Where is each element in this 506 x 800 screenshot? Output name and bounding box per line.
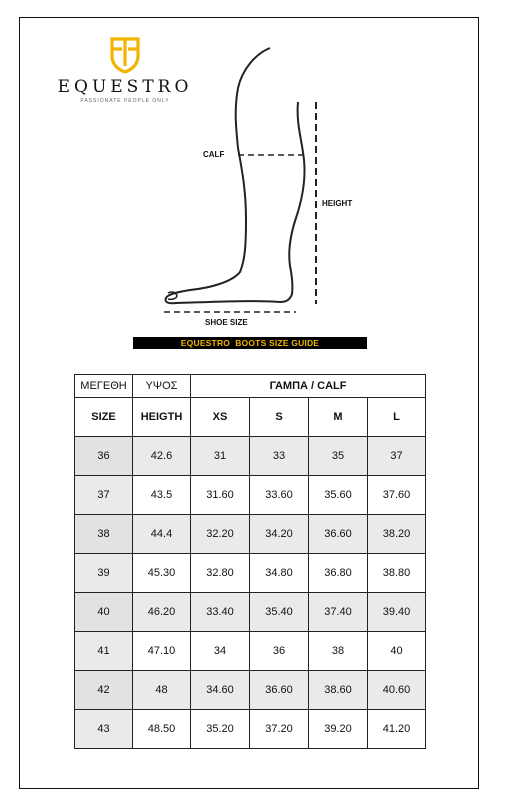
- table-cell: 37.40: [309, 593, 368, 632]
- brand-tagline: PASSIONATE PEOPLE ONLY: [80, 98, 170, 104]
- header-size-greek: ΜΕΓΕΘΗ: [75, 375, 133, 398]
- brand-name: EQUESTRO: [57, 77, 193, 97]
- table-cell: 45.30: [133, 554, 191, 593]
- leg-measurement-diagram: [150, 40, 380, 340]
- table-row: [75, 593, 426, 632]
- table-row: [75, 437, 426, 476]
- table-cell: 34: [191, 632, 250, 671]
- table-cell: 43: [75, 710, 133, 749]
- table-cell: 39: [75, 554, 133, 593]
- table-cell: 36.60: [309, 515, 368, 554]
- table-cell: 47.10: [133, 632, 191, 671]
- table-cell: 48.50: [133, 710, 191, 749]
- table-cell: 43.5: [133, 476, 191, 515]
- header-m: M: [309, 398, 368, 437]
- table-row: [75, 476, 426, 515]
- table-cell: 42.6: [133, 437, 191, 476]
- table-cell: 34.60: [191, 671, 250, 710]
- table-cell: 37.20: [250, 710, 309, 749]
- height-label: HEIGHT: [322, 199, 353, 208]
- table-cell: 36.80: [309, 554, 368, 593]
- table-cell: 38.60: [309, 671, 368, 710]
- table-cell: 33.60: [250, 476, 309, 515]
- table-cell: 42: [75, 671, 133, 710]
- table-cell: 32.80: [191, 554, 250, 593]
- table-cell: 34.80: [250, 554, 309, 593]
- table-cell: 36: [250, 632, 309, 671]
- table-cell: 41.20: [368, 710, 426, 749]
- table-row: [75, 554, 426, 593]
- shield-logo-icon: [109, 36, 141, 74]
- table-subheader-row: [75, 398, 426, 437]
- header-height-greek: ΥΨΟΣ: [133, 375, 191, 398]
- table-cell: 34.20: [250, 515, 309, 554]
- table-cell: 31.60: [191, 476, 250, 515]
- table-cell: 37: [75, 476, 133, 515]
- table-cell: 37: [368, 437, 426, 476]
- table-cell: 38: [75, 515, 133, 554]
- header-size: SIZE: [75, 398, 133, 437]
- table-cell: 48: [133, 671, 191, 710]
- table-cell: 36.60: [250, 671, 309, 710]
- shoe-size-label: SHOE SIZE: [205, 318, 248, 327]
- table-row: [75, 632, 426, 671]
- size-table: [74, 374, 426, 749]
- table-row: [75, 671, 426, 710]
- table-row: [75, 710, 426, 749]
- table-cell: 38.80: [368, 554, 426, 593]
- table-cell: 33: [250, 437, 309, 476]
- table-cell: 31: [191, 437, 250, 476]
- table-cell: 40: [75, 593, 133, 632]
- table-cell: 36: [75, 437, 133, 476]
- table-cell: 46.20: [133, 593, 191, 632]
- table-cell: 41: [75, 632, 133, 671]
- header-height: HEIGTH: [133, 398, 191, 437]
- header-xs: XS: [191, 398, 250, 437]
- table-cell: 39.40: [368, 593, 426, 632]
- table-cell: 40.60: [368, 671, 426, 710]
- table-cell: 44.4: [133, 515, 191, 554]
- table-cell: 35: [309, 437, 368, 476]
- table-cell: 33.40: [191, 593, 250, 632]
- table-row: [75, 515, 426, 554]
- header-l: L: [368, 398, 426, 437]
- leg-outline-icon: [150, 40, 380, 340]
- header-calf-group: ΓΑΜΠΑ / CALF: [191, 375, 426, 398]
- table-cell: 38: [309, 632, 368, 671]
- table-header-row: [75, 375, 426, 398]
- table-cell: 35.60: [309, 476, 368, 515]
- size-guide-title: EQUESTRO BOOTS SIZE GUIDE: [133, 337, 367, 349]
- table-cell: 38.20: [368, 515, 426, 554]
- calf-label: CALF: [203, 150, 225, 159]
- header-s: S: [250, 398, 309, 437]
- table-cell: 39.20: [309, 710, 368, 749]
- table-cell: 40: [368, 632, 426, 671]
- table-cell: 35.40: [250, 593, 309, 632]
- table-cell: 37.60: [368, 476, 426, 515]
- table-cell: 35.20: [191, 710, 250, 749]
- table-cell: 32.20: [191, 515, 250, 554]
